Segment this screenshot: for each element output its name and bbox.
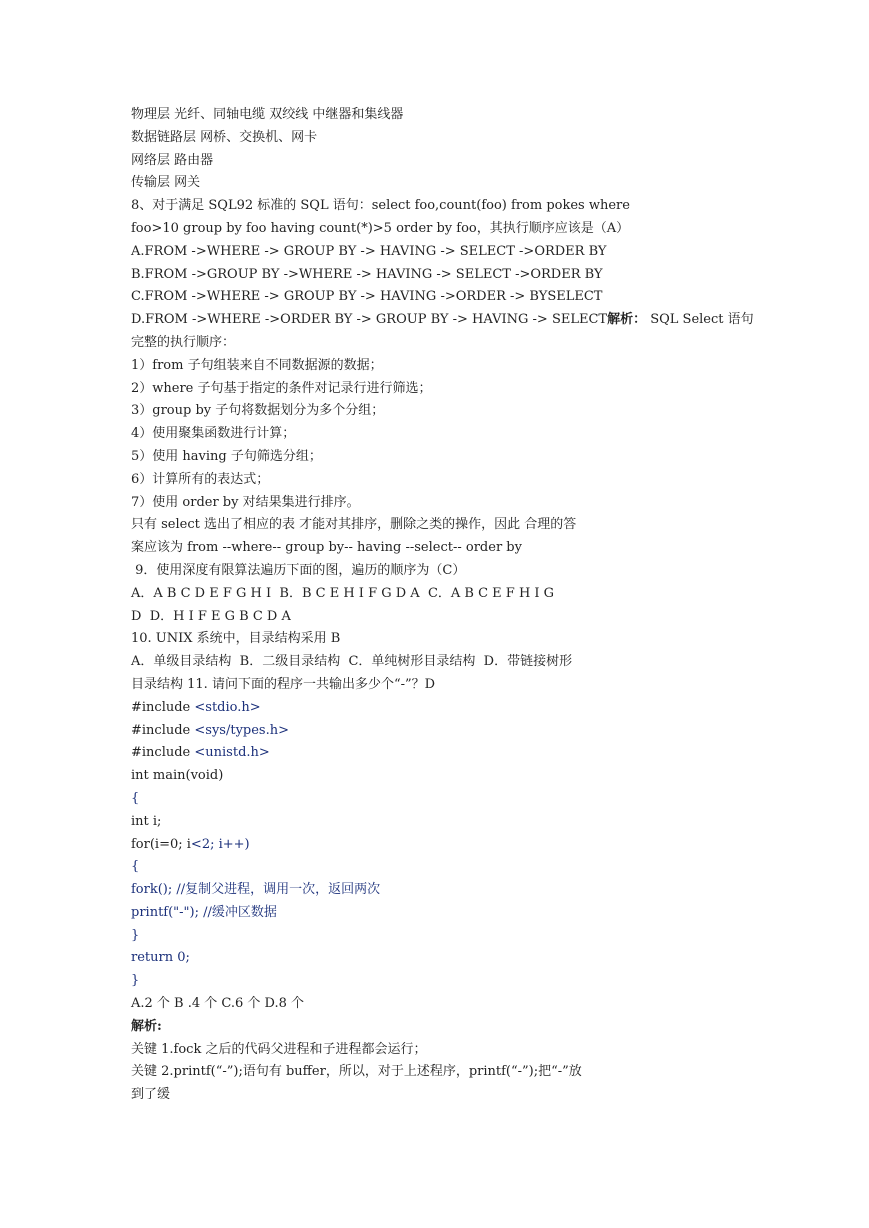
- text-line: [131, 902, 751, 925]
- text-line: [131, 742, 751, 765]
- text-line: [131, 150, 751, 173]
- text-segment: D D．H I F E G B C D A: [131, 608, 291, 624]
- text-segment: 5）使用 having 子句筛选分组；: [131, 448, 322, 464]
- text-segment: printf("-"); //缓冲区数据: [131, 904, 277, 920]
- text-segment: 解析:: [131, 1018, 162, 1034]
- text-segment: }: [131, 927, 140, 943]
- text-segment: #include: [131, 699, 195, 715]
- text-line: [131, 947, 751, 970]
- text-segment: 8、对于满足 SQL92 标准的 SQL 语句：select foo,count(foo) from pokes where: [131, 198, 630, 214]
- text-line: [131, 697, 751, 720]
- text-segment: 3）group by 子句将数据划分为多个分组；: [131, 403, 385, 419]
- text-line: [131, 537, 751, 560]
- text-line: [131, 309, 754, 332]
- text-line: [131, 628, 751, 651]
- text-segment: A.FROM ->WHERE -> GROUP BY -> HAVING -> SELECT ->ORDER BY: [131, 243, 607, 259]
- text-line: [131, 879, 751, 902]
- text-segment: 物理层 光纤、同轴电缆 双绞线 中继器和集线器: [131, 107, 404, 122]
- text-line: [131, 264, 751, 287]
- text-segment: <stdio.h>: [194, 699, 261, 715]
- text-segment: return 0;: [131, 950, 190, 966]
- text-segment: <sys/types.h>: [194, 722, 290, 738]
- text-line: [131, 127, 751, 150]
- text-segment: A.2 个 B .4 个 C.6 个 D.8 个: [131, 996, 305, 1012]
- text-line: [131, 1039, 751, 1062]
- text-segment: B.FROM ->GROUP BY ->WHERE -> HAVING -> SELECT ->ORDER BY: [131, 266, 603, 282]
- text-line: [131, 583, 751, 606]
- text-line: [131, 970, 751, 993]
- text-segment: 传输层 网关: [131, 175, 201, 191]
- text-segment: 案应该为 from --where-- group by-- having --select-- order by: [131, 540, 522, 556]
- text-segment: A．单级目录结构 B．二级目录结构 C．单纯树形目录结构 D．带链接树形: [131, 654, 573, 670]
- text-segment: }: [131, 973, 140, 989]
- text-line: [131, 720, 751, 743]
- text-line: [131, 446, 751, 469]
- text-line: [131, 606, 751, 629]
- text-segment: 关键 1.fock 之后的代码父进程和子进程都会运行；: [131, 1041, 427, 1057]
- text-line: [131, 1084, 751, 1107]
- text-segment: #include: [131, 745, 195, 761]
- text-line: [131, 856, 751, 879]
- text-segment: SQL Select 语句: [646, 312, 754, 328]
- text-segment: #include: [131, 722, 195, 738]
- text-segment: A．A B C D E F G H I B．B C E H I F G D A C．A B C E F H I G: [131, 585, 555, 601]
- text-line: [131, 674, 751, 697]
- text-segment: {: [131, 790, 140, 806]
- text-segment: C.FROM ->WHERE -> GROUP BY -> HAVING ->ORDER -> BYSELECT: [131, 289, 603, 305]
- text-segment: 目录结构 11. 请问下面的程序一共输出多少个“-”？D: [131, 676, 436, 692]
- text-segment: 到了缓: [131, 1087, 171, 1103]
- text-segment: 数据链路层 网桥、交换机、网卡: [131, 129, 318, 145]
- text-line: [131, 811, 751, 834]
- text-line: [131, 925, 751, 948]
- text-segment: 6）计算所有的表达式；: [131, 471, 270, 487]
- text-segment: 只有 select 选出了相应的表 才能对其排序，删除之类的操作，因此 合理的答: [131, 517, 577, 533]
- text-line: [131, 172, 751, 195]
- text-line: [131, 834, 751, 857]
- text-segment: foo>10 group by foo having count(*)>5 order by foo，其执行顺序应该是（A）: [131, 220, 630, 236]
- text-line: [131, 469, 751, 492]
- text-line: [131, 423, 751, 446]
- text-line: [131, 104, 751, 127]
- text-segment: {: [131, 859, 140, 875]
- text-segment: 2）where 子句基于指定的条件对记录行进行筛选；: [131, 380, 432, 396]
- text-line: [131, 195, 751, 218]
- text-segment: int i;: [131, 813, 162, 829]
- text-segment: D.FROM ->WHERE ->ORDER BY -> GROUP BY -> HAVING -> SELECT: [131, 312, 608, 328]
- text-segment: fork(); //复制父进程，调用一次，返回两次: [131, 882, 381, 898]
- text-segment: 9．使用深度有限算法遍历下面的图，遍历的顺序为（C）: [131, 562, 466, 578]
- text-line: [131, 400, 751, 423]
- text-line: [131, 218, 751, 241]
- document-page: [131, 104, 754, 1107]
- text-segment: 网络层 路由器: [131, 152, 214, 168]
- text-segment: 解析：: [607, 312, 647, 328]
- text-line: [131, 492, 751, 515]
- text-segment: <2; i++): [190, 836, 250, 852]
- text-line: [131, 651, 751, 674]
- text-line: [131, 514, 751, 537]
- text-line: [131, 332, 751, 355]
- text-segment: 4）使用聚集函数进行计算；: [131, 426, 296, 442]
- text-segment: int main(void): [131, 768, 224, 784]
- text-line: [131, 1016, 751, 1039]
- text-segment: 1）from 子句组装来自不同数据源的数据；: [131, 357, 383, 373]
- text-line: [131, 765, 751, 788]
- text-line: [131, 1061, 751, 1084]
- text-line: [131, 560, 751, 583]
- text-line: [131, 286, 751, 309]
- text-segment: 10. UNIX 系统中，目录结构采用 B: [131, 631, 341, 647]
- text-line: [131, 993, 751, 1016]
- text-segment: 完整的执行顺序：: [131, 334, 236, 350]
- text-segment: 7）使用 order by 对结果集进行排序。: [131, 494, 360, 510]
- text-segment: 关键 2.printf(“-”);语句有 buffer，所以，对于上述程序，printf(“-”);把“-”放: [131, 1064, 582, 1080]
- text-segment: for(i=0; i: [131, 836, 191, 852]
- text-line: [131, 355, 751, 378]
- text-line: [131, 788, 751, 811]
- text-segment: <unistd.h>: [194, 745, 270, 761]
- text-line: [131, 378, 751, 401]
- text-line: [131, 241, 751, 264]
